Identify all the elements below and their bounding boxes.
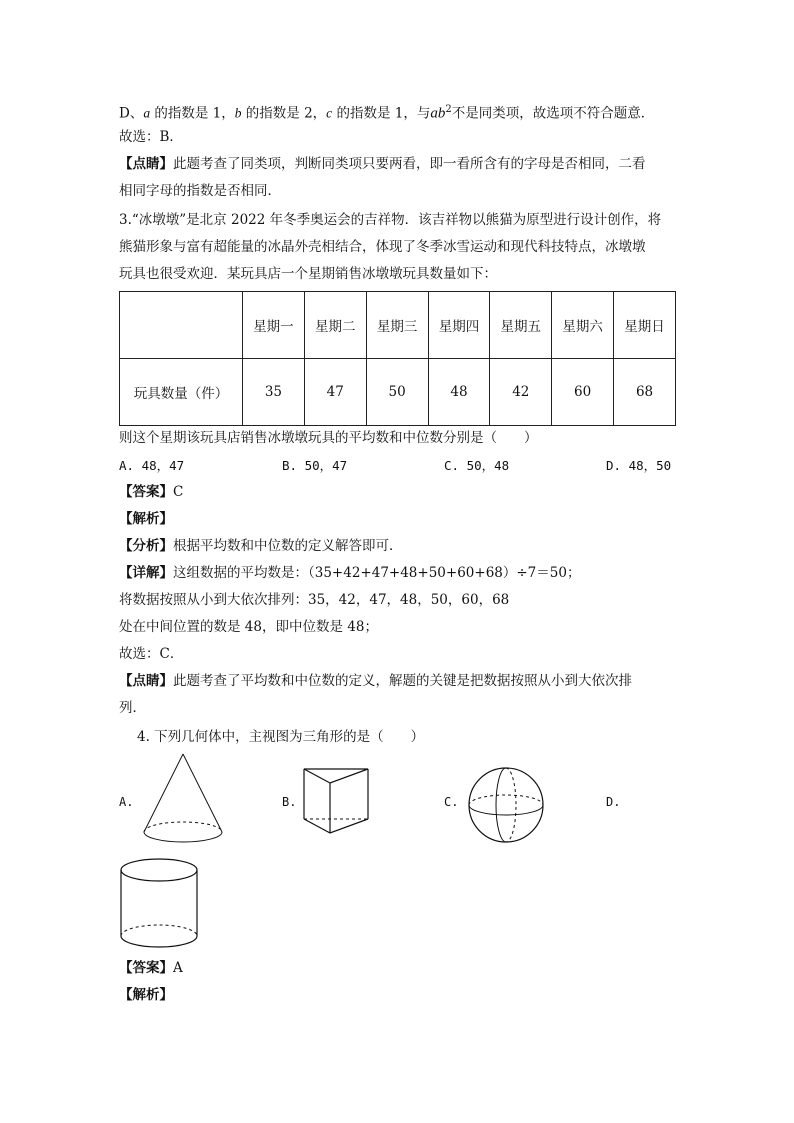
- comment-q3: 【点睛】此题考查了平均数和中位数的定义，解题的关键是把数据按照从小到大依次排: [119, 673, 632, 689]
- analysis-heading-q3: 【解析】: [119, 511, 173, 527]
- cylinder-figure: [118, 856, 200, 952]
- option-c: C. 50，48: [444, 458, 510, 473]
- question-3-line1: 3.“冰墩墩”是北京 2022 年冬季奥运会的吉祥物．该吉祥物以熊猫为原型进行设计创作，将: [119, 212, 662, 228]
- question-3-line3: 玩具也很受欢迎．某玩具店一个星期销售冰墩墩玩具数量如下：: [119, 266, 497, 282]
- sales-table: [119, 291, 676, 426]
- table-header-cell: 星期二: [304, 292, 366, 359]
- comment-q2-cont: 相同字母的指数是否相同．: [119, 183, 281, 199]
- detail-q3-sorted: 将数据按照从小到大依次排列：35，42，47，48，50，60，68: [119, 592, 510, 608]
- table-header-cell: 星期六: [552, 292, 614, 359]
- figure-label-a: A.: [119, 795, 134, 809]
- table-header-cell: 星期五: [490, 292, 552, 359]
- table-row-label: 玩具数量（件）: [120, 359, 243, 426]
- table-header-cell: 星期一: [243, 292, 305, 359]
- detail-q3: 【详解】这组数据的平均数是：（35+42+47+48+50+60+68）÷7＝50；: [119, 565, 581, 581]
- figure-label-c: C.: [444, 795, 459, 809]
- detail-q3-median: 处在中间位置的数是 48，即中位数是 48；: [119, 619, 378, 635]
- table-cell: 47: [304, 359, 366, 426]
- table-header-cell: 星期四: [428, 292, 490, 359]
- table-header-cell: [120, 292, 243, 359]
- answer-q4: 【答案】A: [119, 960, 183, 976]
- comment-q2: 【点睛】此题考查了同类项，判断同类项只要两看，即一看所含有的字母是否相同，二看: [119, 156, 646, 172]
- sphere-figure: [466, 765, 546, 845]
- table-cell: 68: [614, 359, 676, 426]
- figure-label-b: B.: [282, 795, 297, 809]
- table-cell: 42: [490, 359, 552, 426]
- answer-line-q2: 故选：B．: [119, 129, 183, 145]
- question-3-prompt: 则这个星期该玩具店销售冰墩墩玩具的平均数和中位数分别是（ ）: [119, 430, 538, 446]
- question-3-line2: 熊猫形象与富有超能量的冰晶外壳相结合，体现了冬季冰雪运动和现代科技特点，冰墩墩: [119, 239, 646, 255]
- cone-figure: [140, 752, 226, 852]
- option-a: A. 48，47: [119, 458, 185, 473]
- table-cell: 50: [366, 359, 428, 426]
- answer-q3: 【答案】C: [119, 484, 184, 500]
- table-cell: 48: [428, 359, 490, 426]
- table-row: [120, 359, 676, 426]
- table-header-row: [120, 292, 676, 359]
- table-cell: 35: [243, 359, 305, 426]
- analysis-heading-q4: 【解析】: [119, 987, 173, 1003]
- table-header-cell: 星期日: [614, 292, 676, 359]
- comment-q3-cont: 列．: [119, 700, 146, 716]
- question-4: 4. 下列几何体中，主视图为三角形的是（ ）: [137, 729, 425, 745]
- option-b: B. 50，47: [282, 458, 348, 473]
- prism-figure: [300, 763, 372, 837]
- analysis-q3: 【分析】根据平均数和中位数的定义解答即可．: [119, 538, 403, 554]
- option-d: D. 48，50: [606, 458, 672, 473]
- table-cell: 60: [552, 359, 614, 426]
- option-d-explanation: D、a 的指数是 1，b 的指数是 2，c 的指数是 1，与$ab^2$不是同类项，故选项不符合题意．: [119, 104, 655, 122]
- table-header-cell: 星期三: [366, 292, 428, 359]
- figure-label-d: D.: [606, 795, 621, 809]
- answer-line-q3: 故选：C．: [119, 646, 184, 662]
